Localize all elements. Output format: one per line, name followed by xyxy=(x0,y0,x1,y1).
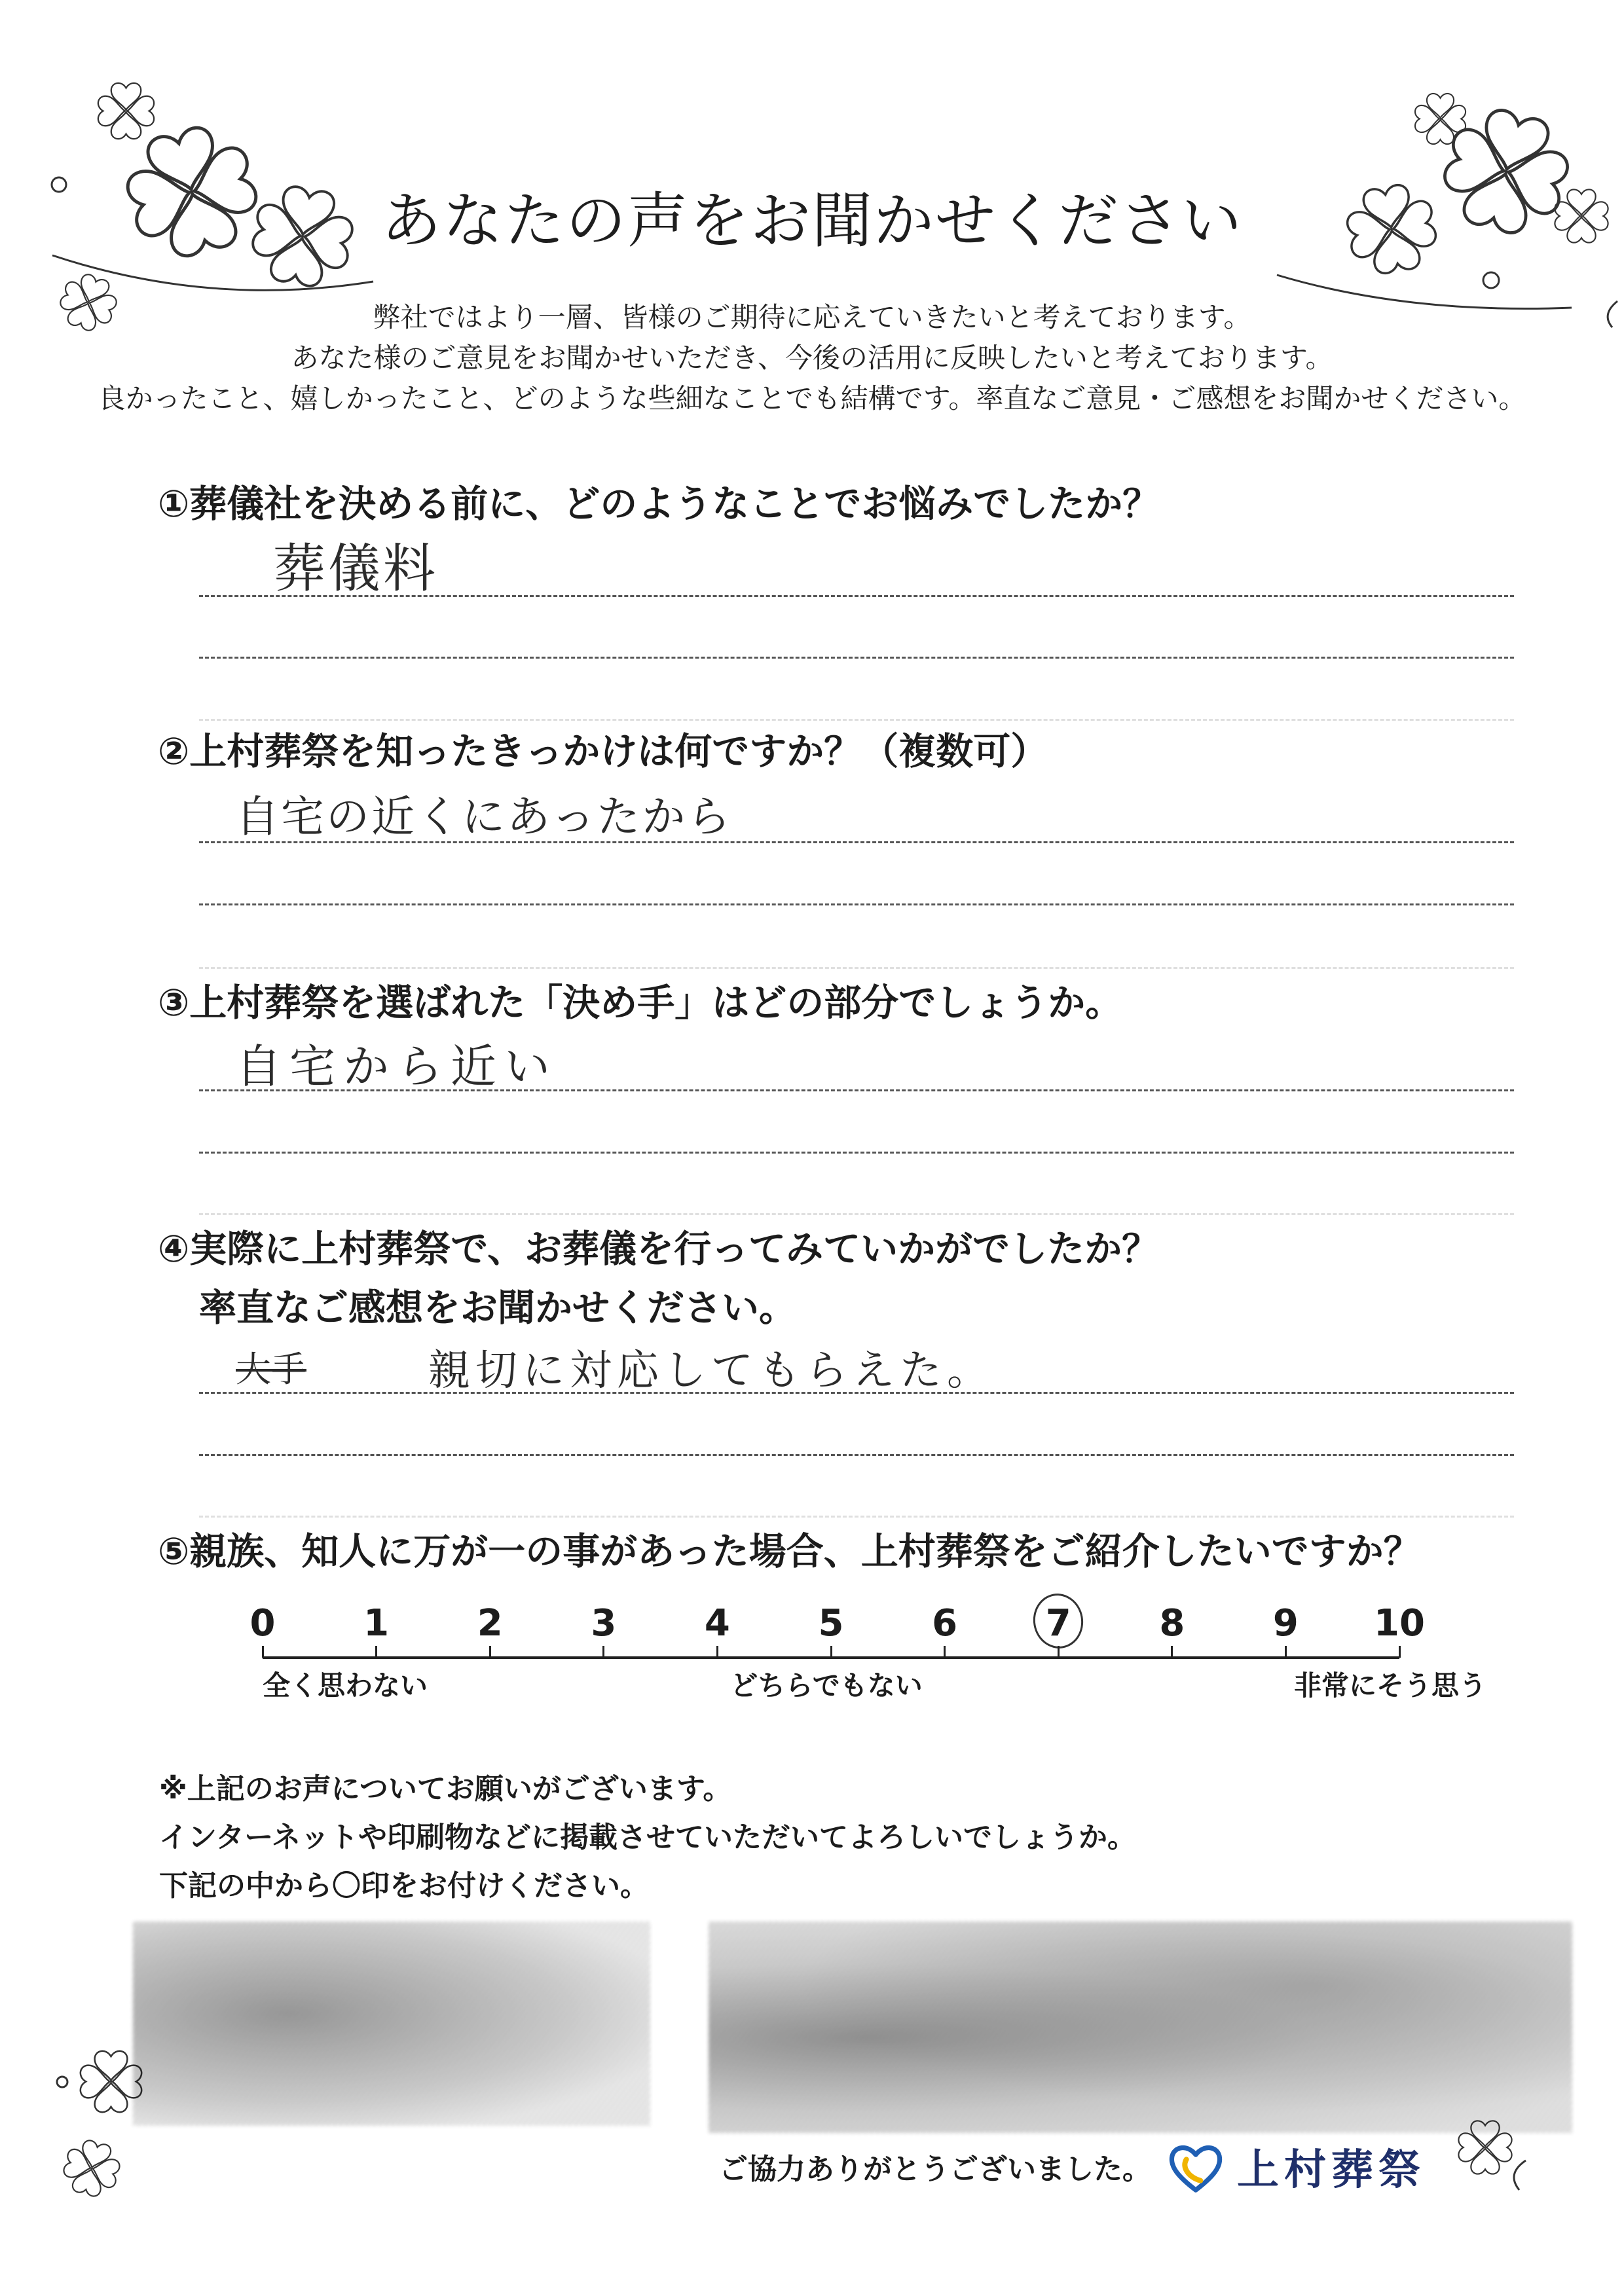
consent-note-line-3: 下記の中から〇印をお付けください。 xyxy=(159,1869,649,1903)
scale-number-6: 6 xyxy=(932,1602,958,1645)
scale-tick xyxy=(1285,1646,1287,1658)
clover-icon xyxy=(59,2136,124,2200)
question-3-label: ③上村葬祭を選ばれた「決め手」はどの部分でしょうか。 xyxy=(158,981,1123,1025)
answer-line xyxy=(199,595,1514,597)
question-2-label: ②上村葬祭を知ったきっかけは何ですか？（複数可） xyxy=(158,730,1048,773)
answer-line xyxy=(199,657,1514,659)
scale-number-5: 5 xyxy=(818,1602,844,1645)
question-2-answer: 自宅の近くにあったから xyxy=(236,792,733,842)
answer-line xyxy=(199,841,1514,843)
question-4-label: ④実際に上村葬祭で、お葬儀を行ってみていかがでしたか？ xyxy=(158,1228,1160,1271)
brand-name: 上村葬祭 xyxy=(1237,2146,1426,2195)
scale-high-label: 非常にそう思う xyxy=(1293,1669,1486,1702)
scale-number-0: 0 xyxy=(249,1602,276,1645)
scale-number-9: 9 xyxy=(1272,1602,1299,1645)
scale-number-10: 10 xyxy=(1374,1602,1425,1645)
thanks-message: ご協力ありがとうございました。 xyxy=(719,2153,1151,2186)
answer-line xyxy=(199,1152,1514,1154)
answer-line xyxy=(199,719,1514,721)
redacted-area-right xyxy=(709,1922,1572,2133)
circle-ornament xyxy=(57,2077,67,2087)
answer-line xyxy=(199,1213,1514,1215)
scale-number-8: 8 xyxy=(1159,1602,1185,1645)
stem-ornament xyxy=(1514,2160,1526,2190)
clover-icon xyxy=(1415,94,1466,144)
scale-tick xyxy=(1171,1646,1173,1658)
question-4-struck-answer: 大手 xyxy=(236,1349,306,1390)
scale-tick xyxy=(944,1646,946,1658)
scale-number-3: 3 xyxy=(591,1602,617,1645)
question-5-label: ⑤親族、知人に万が一の事があった場合、上村葬祭をご紹介したいですか？ xyxy=(158,1530,1421,1573)
answer-line xyxy=(199,1089,1514,1091)
intro-line-3: 良かったこと、嬉しかったこと、どのような些細なことでも結構です。率直なご意見・ご感想をお聞かせください。 xyxy=(98,382,1526,414)
scale-tick xyxy=(830,1646,832,1658)
scale-tick xyxy=(1058,1646,1060,1658)
consent-note-line-1: ※上記のお声についてお願いがございます。 xyxy=(159,1772,732,1806)
circle-ornament xyxy=(1483,272,1499,288)
scale-tick xyxy=(489,1646,491,1658)
answer-line xyxy=(199,967,1514,969)
intro-line-1: 弊社ではより一層、皆様のご期待に応えていきたいと考えております。 xyxy=(373,301,1251,333)
stem-ornament xyxy=(52,255,373,290)
answer-line xyxy=(199,1392,1514,1394)
question-3-answer: 自宅から近い xyxy=(236,1040,558,1093)
scale-tick xyxy=(1399,1646,1401,1658)
scale-tick xyxy=(262,1646,264,1658)
answer-line xyxy=(199,903,1514,905)
answer-line xyxy=(199,1454,1514,1456)
scale-tick xyxy=(602,1646,604,1658)
heart-logo-icon xyxy=(1166,2138,1225,2197)
redacted-area-left xyxy=(133,1922,650,2126)
question-1-label: ①葬儀社を決める前に、どのようなことでお悩みでしたか？ xyxy=(158,483,1160,526)
scale-number-4: 4 xyxy=(704,1602,730,1645)
scale-tick xyxy=(375,1646,377,1658)
scale-tick xyxy=(716,1646,718,1658)
answer-line xyxy=(199,1516,1514,1518)
consent-note-line-2: インターネットや印刷物などに掲載させていただいてよろしいでしょうか。 xyxy=(159,1821,1137,1854)
intro-line-2: あなた様のご意見をお聞かせいただき、今後の活用に反映したいと考えております。 xyxy=(291,342,1333,374)
scale-number-2: 2 xyxy=(477,1602,503,1645)
page-title: あなたの声をお聞かせください xyxy=(380,186,1243,256)
question-4-sublabel: 率直なご感想をお聞かせください。 xyxy=(199,1286,796,1330)
scale-mid-label: どちらでもない xyxy=(730,1669,923,1702)
question-4-answer: 親切に対応してもらえた。 xyxy=(428,1347,994,1395)
scale-low-label: 全く思わない xyxy=(263,1669,428,1702)
scale-number-7: 7 xyxy=(1045,1602,1071,1645)
rating-scale xyxy=(249,1597,1425,1669)
clover-icon xyxy=(98,83,154,139)
scale-number-1: 1 xyxy=(363,1602,390,1645)
question-1-answer: 葬儀料 xyxy=(273,538,438,599)
